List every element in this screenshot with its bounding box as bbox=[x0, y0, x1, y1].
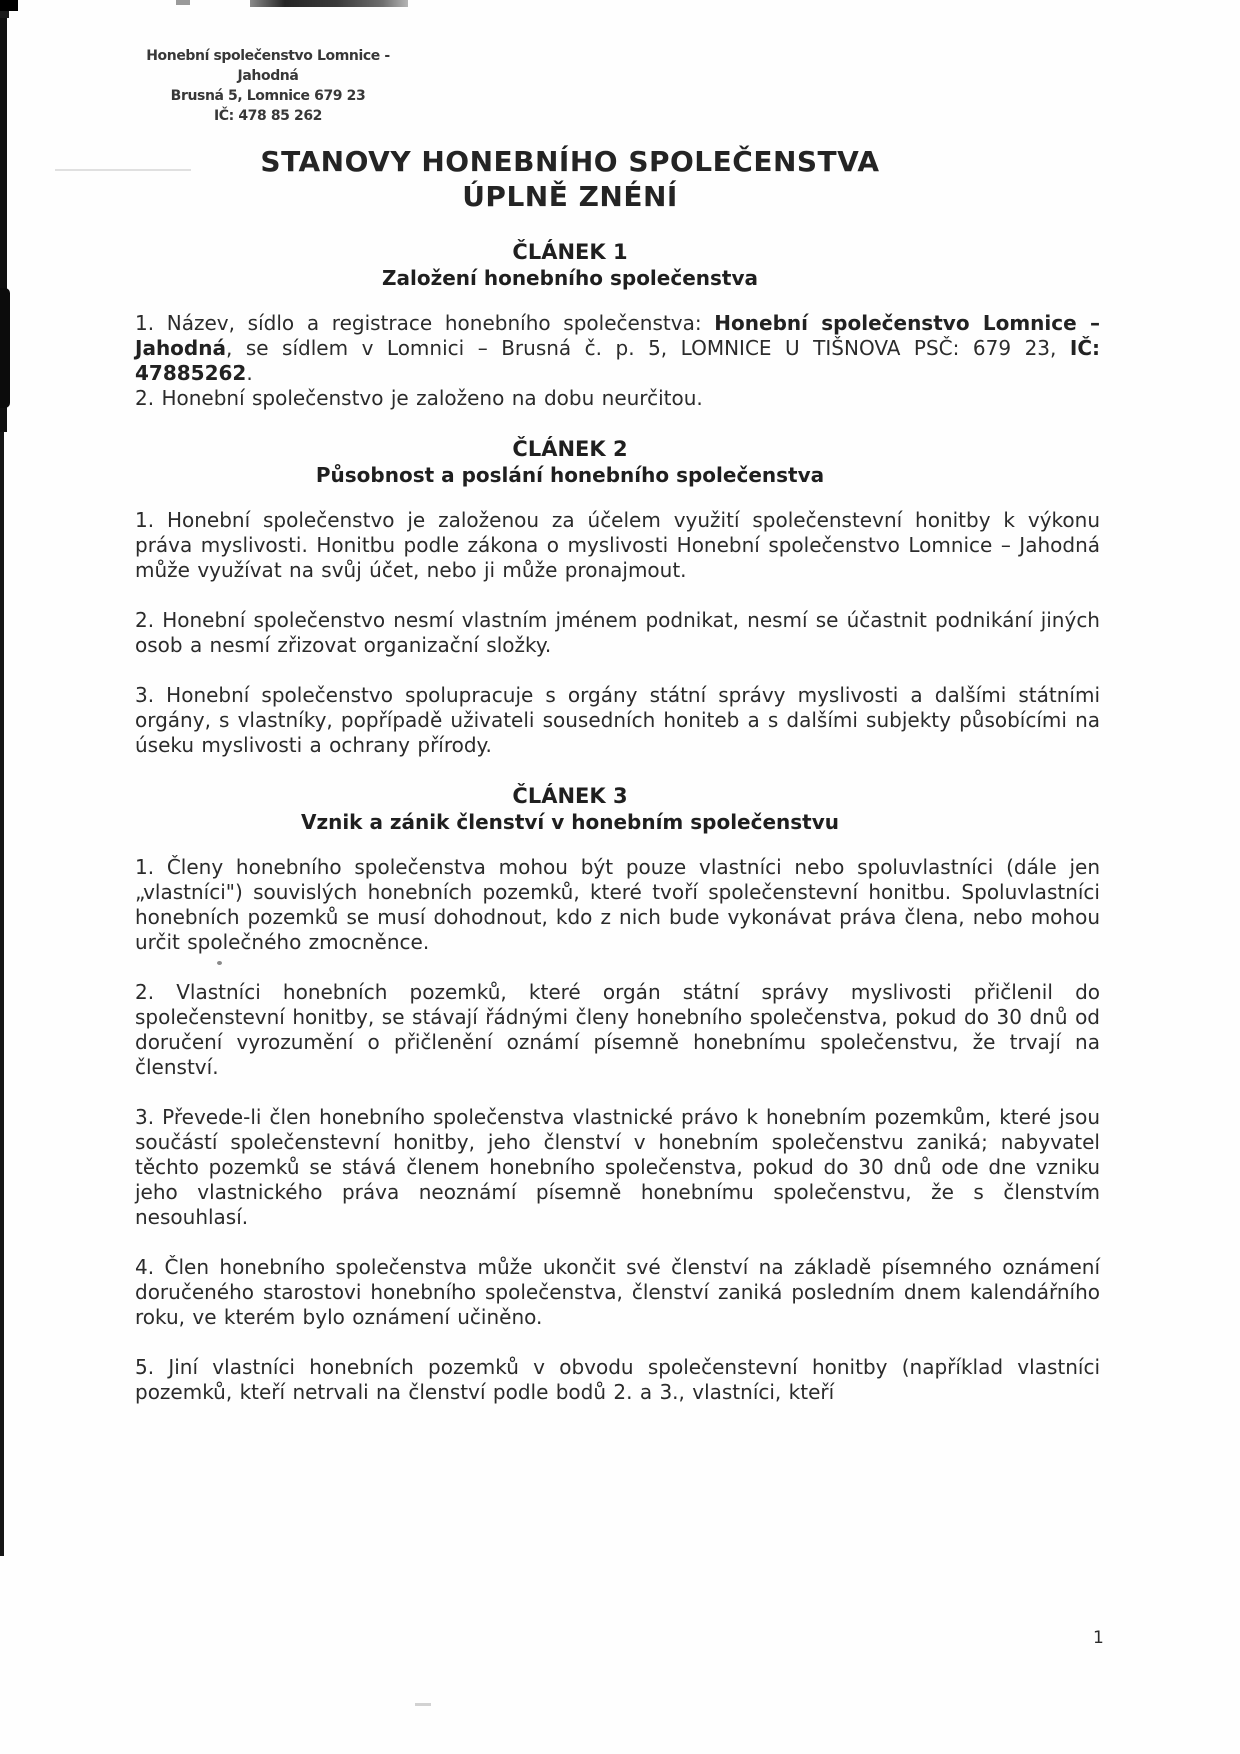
scan-artifact-left-blob bbox=[0, 288, 10, 408]
article-1-subtitle: Založení honebního společenstva bbox=[381, 266, 759, 290]
article-3-paragraph-4: 4. Člen honebního společenstva může ukončit své členství na základě písemného oznámení doručeného starostovi honebního společenstva, členství zaniká posledním dnem kalendářního roku, ve kterém bylo oznámení učiněno. bbox=[135, 1255, 1100, 1329]
article-3-paragraph-2: 2. Vlastníci honebních pozemků, které orgán státní správy myslivosti přičlenil do společenstevní honitby, se stávají řádnými členy honebního společenstva, pokud do 30 dnů od doručení vyrozumění o přičlenění oznámí písemně honebnímu společenstvu, že trvají na členství. bbox=[135, 980, 1100, 1079]
article-2-subtitle: Působnost a poslání honebního společenstva bbox=[315, 463, 825, 487]
scan-artifact-bottom-dash bbox=[415, 1703, 431, 1706]
text-segment: 1. Název, sídlo a registrace honebního společenstva: bbox=[135, 311, 715, 335]
document-title-line1: STANOVY HONEBNÍHO SPOLEČENSTVA bbox=[260, 145, 880, 178]
article-1-paragraph-1 bbox=[135, 311, 1100, 386]
article-1 bbox=[135, 239, 1100, 411]
article-3-paragraph-5: 5. Jiní vlastníci honebních pozemků v obvodu společenstevní honitby (například vlastníci pozemků, kteří netrvali na členství podle bodů 2. a 3., vlastníci, kteří bbox=[135, 1355, 1100, 1404]
page-number: 1 bbox=[1093, 1628, 1104, 1648]
document-body bbox=[135, 144, 1100, 1405]
article-2 bbox=[135, 436, 1100, 758]
scan-artifact-top-dash bbox=[176, 0, 190, 5]
article-2-paragraph-2: 2. Honební společenstvo nesmí vlastním jménem podnikat, nesmí se účastnit podnikání jiných osob a nesmí zřizovat organizační složky. bbox=[135, 608, 1100, 657]
article-3-paragraph-3: 3. Převede-li člen honebního společenstva vlastnické právo k honebním pozemkům, které jsou součástí společenstevní honitby, jeho členství v honebním společenstvu zaniká; nabyvatel těchto pozemků se stává členem honebního společenstva, pokud do 30 dnů ode dne vzniku jeho vlastnického práva neoznámí písemně honebnímu společenstvu, že s členstvím nesouhlasí. bbox=[135, 1105, 1100, 1229]
letterhead-address: Brusná 5, Lomnice 679 23 bbox=[170, 88, 366, 104]
letterhead-org-name: Honební společenstvo Lomnice - Jahodná bbox=[146, 48, 390, 84]
article-2-heading bbox=[135, 436, 1100, 488]
text-segment-bold: Honební společenstvo Lomnice – Jahodná bbox=[135, 311, 1100, 360]
article-3-subtitle: Vznik a zánik členství v honebním společenstvu bbox=[300, 810, 840, 834]
article-2-paragraph-1: 1. Honební společenstvo je založenou za účelem využití společenstevní honitby k výkonu práva myslivosti. Honitbu podle zákona o myslivosti Honební společenstvo Lomnice – Jahodná může využívat na svůj účet, nebo ji může pronajmout. bbox=[135, 508, 1100, 582]
letterhead-stamp bbox=[146, 46, 390, 126]
article-1-heading bbox=[135, 239, 1100, 291]
article-3-number: ČLÁNEK 3 bbox=[512, 784, 628, 808]
article-2-paragraph-3: 3. Honební společenstvo spolupracuje s orgány státní správy myslivosti a dalšími státními orgány, s vlastníky, popřípadě uživateli sousedních honiteb a s dalšími subjekty působícími na úseku myslivosti a ochrany přírody. bbox=[135, 683, 1100, 757]
scan-artifact-top-left-corner-lower bbox=[0, 11, 9, 18]
article-1-number: ČLÁNEK 1 bbox=[512, 240, 628, 264]
article-1-paragraph-2: 2. Honební společenstvo je založeno na dobu neurčitou. bbox=[135, 386, 703, 410]
text-segment: , se sídlem v Lomnici – Brusná č. p. 5, LOMNICE U TIŠNOVA PSČ: 679 23, bbox=[225, 336, 1070, 360]
document-title-line2: ÚPLNĚ ZNÉNÍ bbox=[462, 180, 678, 213]
article-2-number: ČLÁNEK 2 bbox=[512, 437, 628, 461]
text-segment-bold: IČ: 47885262 bbox=[135, 336, 1100, 385]
text-segment: . bbox=[246, 361, 253, 385]
scan-artifact-top-strip bbox=[250, 0, 408, 7]
article-3 bbox=[135, 783, 1100, 1405]
scan-artifact-top-left-corner bbox=[0, 0, 18, 11]
letterhead-company-id: IČ: 478 85 262 bbox=[213, 108, 323, 124]
article-3-heading bbox=[135, 783, 1100, 835]
article-3-paragraph-1: 1. Členy honebního společenstva mohou být pouze vlastníci nebo spoluvlastníci (dále jen „vlastníci") souvislých honebních pozemků, které tvoří společenstevní honitbu. Spoluvlastníci honebních pozemků se musí dohodnout, kdo z nich bude vykonávat práva člena, nebo mohou určit společného zmocněnce. bbox=[135, 855, 1100, 954]
document-title bbox=[135, 144, 1100, 214]
